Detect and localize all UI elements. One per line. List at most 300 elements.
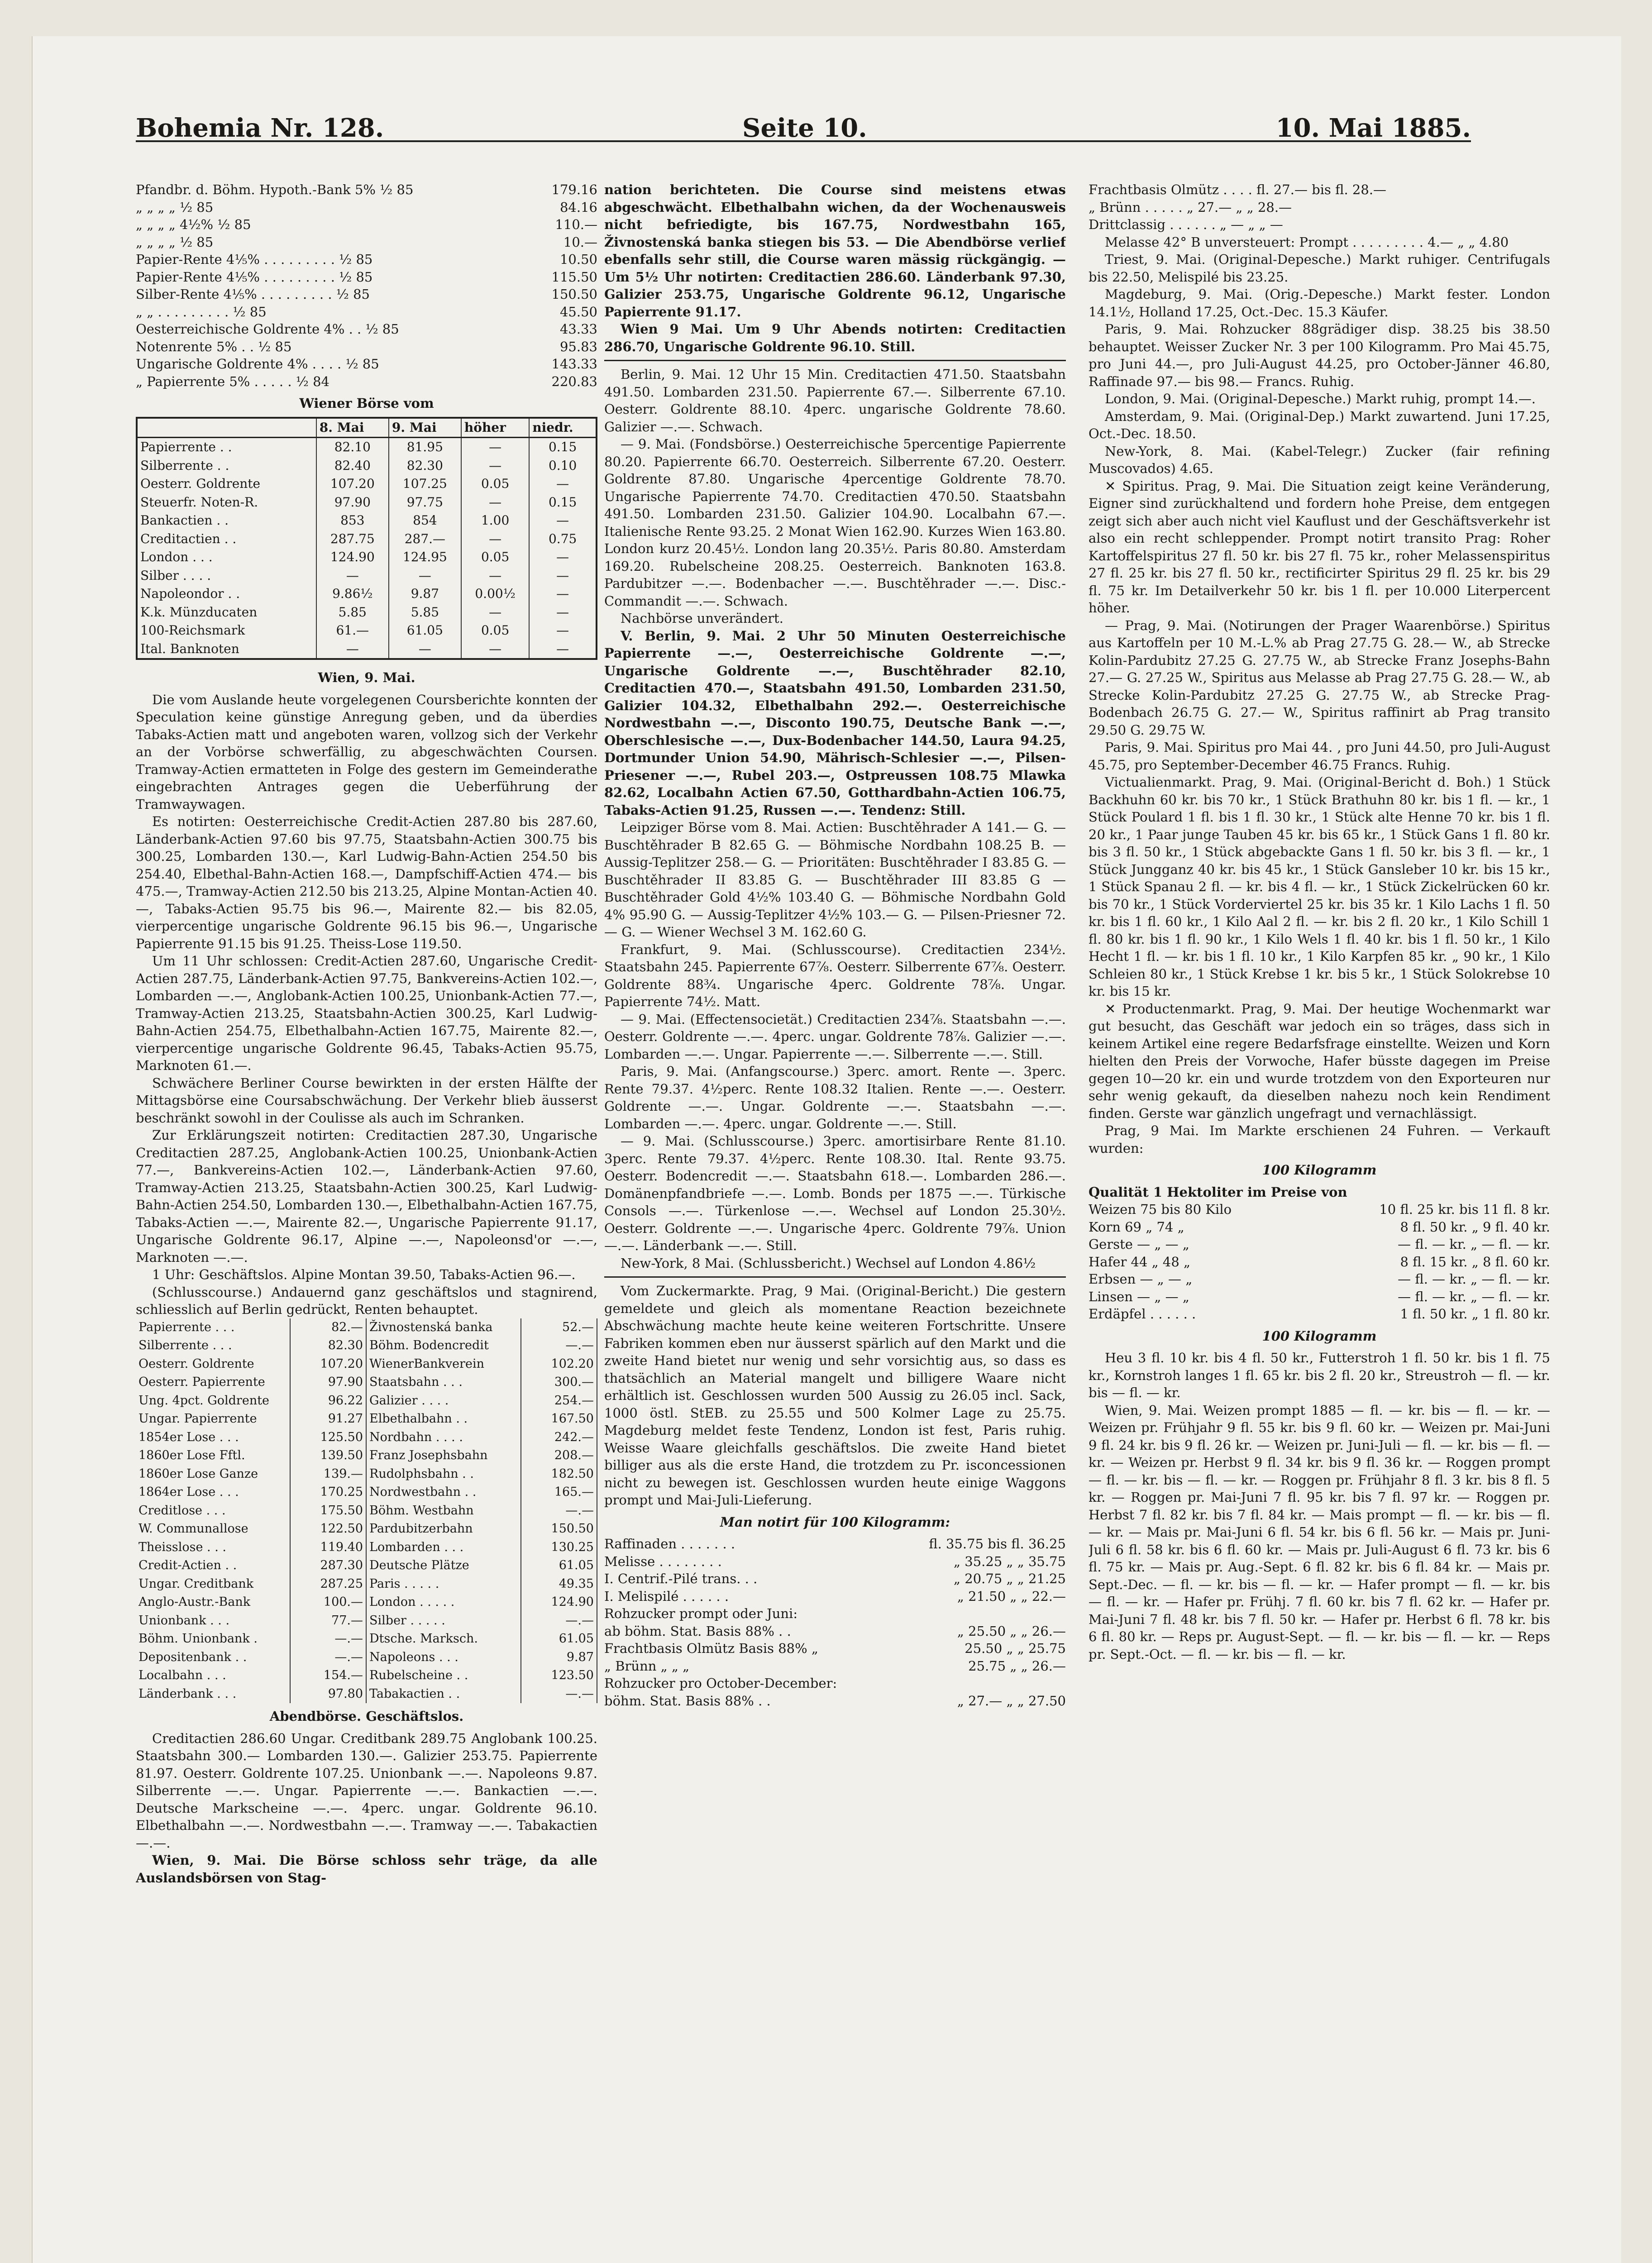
table-cell: 165.— (521, 1483, 597, 1502)
grain-title: 100 Kilogramm (1262, 1162, 1377, 1178)
table-cell: Rudolphsbahn . . (366, 1465, 521, 1484)
table-cell: 130.25 (521, 1538, 597, 1557)
table-cell: — (556, 476, 569, 491)
report-paragraph: ✕ Spiritus. Prag, 9. Mai. Die Situation zeigt keine Veränderung, Eigner sind zurückhaltend und fordern hohe Preise, dem entgegen zeigt sich aber auch nicht viel Kauflust und der Geschäftsverkehr ist also ein recht schleppender. Prompt notirt transito Prag: Roher Kartoffelspiritus 27 fl. 50 kr. bis 27 fl. 75 kr., roher Melassenspiritus 27 fl. 25 kr. bis 27 fl. 50 kr., rectificirter Spiritus 29 fl. 25 kr. bis 29 fl. 75 kr. Im Detailverkehr 50 kr. bis 1 fl. per 10.000 Literpercent höher. (1089, 478, 1550, 616)
table-cell: 61.05 (389, 621, 461, 640)
table-cell: — (461, 457, 529, 475)
table-cell: 96.22 (290, 1392, 366, 1410)
report-paragraph: Vom Zuckermarkte. Prag, 9 Mai. (Original-Bericht.) Die gestern gemeldete und gleich als momentane Reaction bezeichnete Abschwächung machte heute keine weiteren Fortschritte. Unsere Fabriken kommen eben nur äusserst spärlich auf den Markt und die zweite Hand bietet nur wenig und sehr vorsichtig aus, so dass es thatsächlich an Material mangelt und billigere Waare nicht erhältlich ist. Geschlossen wurden 500 Aussig zu 26.05 incl. Sack, 1000 östl. StEB. zu 25.55 und 500 Kolmer Lage zu 25.75. Magdeburg meldet feste Tendenz, London ist fest, Paris ruhig. Weisse Waare gleichfalls geschäftslos. Die zweite Hand bietet billiger aus als die erste Hand, die trotzdem zu Pr. isconcessionen nicht zu bewegen ist. Geschlossen wurden heute einige Waggons prompt und Mai-Juli-Lieferung. (604, 1283, 1066, 1508)
report-paragraph: Paris, 9. Mai. (Anfangscourse.) 3perc. amort. Rente —. 3perc. Rente 79.37. 4½perc. Rente 108.32 Italien. Rente —.—. Oesterr. Goldrente —.—. Ungar. Goldrente —.—. Staatsbahn —.—. Lombarden —.—. 4perc. ungar. Goldrente —.—. Still. (604, 1064, 1066, 1132)
line-value: fl. 35.75 bis fl. 36.25 (929, 1536, 1066, 1552)
line-label: Ungarische Goldrente 4% . . . . ½ 85 (136, 356, 379, 372)
line-label: Oesterreichische Goldrente 4% . . ½ 85 (136, 321, 399, 337)
line-label: Linsen — „ — „ (1089, 1289, 1189, 1304)
table-cell: 242.— (521, 1428, 597, 1447)
table-cell: Elbethalbahn . . (366, 1410, 521, 1428)
line-value: „ 27.— „ „ 27.50 (957, 1693, 1066, 1709)
table-cell: 287.75 (316, 530, 389, 549)
table-cell: — (461, 603, 529, 622)
table-cell: 0.00½ (461, 585, 529, 603)
price-line (604, 1553, 1066, 1571)
table-row (138, 640, 596, 659)
table-cell: London . . . (138, 548, 316, 567)
table-cell: Credit-Actien . . (136, 1556, 290, 1575)
table-cell: Ungar. Papierrente (136, 1410, 290, 1428)
table-cell: 124.95 (389, 548, 461, 567)
price-line (1089, 1253, 1550, 1271)
exchange-table (138, 419, 596, 659)
table-cell: Ungar. Creditbank (136, 1575, 290, 1594)
report-paragraph: Zur Erklärungszeit notirten: Creditactien 287.30, Ungarische Creditactien 287.25, Anglobank-Actien 100.25, Unionbank-Actien 77.—, Bankvereins-Actien 102.—, Länderbank-Actien 97.60, Tramway-Actien 213.25, Staatsbahn-Actien 300.25, Karl Ludwig-Bahn-Actien 254.50, Lombarden 130.—, Elbethalbahn-Actien 167.75, Tabaks-Actien —.—, Mairente 82.—, Ungarische Papierrente 91.17, Ungarische Goldrente 96.17, Alpine —.—, Napoleonsd'or —.—, Marknoten —.—. (136, 1127, 597, 1265)
table-cell: — (461, 530, 529, 549)
line-value: 8 fl. 50 kr. „ 9 fl. 40 kr. (1400, 1219, 1550, 1235)
report-paragraph: Paris, 9. Mai. Spiritus pro Mai 44. , pro Juni 44.50, pro Juli-August 45.75, pro September-December 46.75 Francs. Ruhig. (1089, 740, 1550, 773)
table-cell: Nordwestbahn . . (366, 1483, 521, 1502)
table-row (136, 1373, 597, 1392)
table-cell: — (461, 640, 529, 659)
price-line (136, 181, 597, 199)
price-line (604, 1605, 1066, 1623)
table-cell: Silber . . . . . (366, 1612, 521, 1630)
table-row (138, 530, 596, 549)
table-cell: — (389, 640, 461, 659)
table-cell: 82.30 (389, 457, 461, 475)
price-line (604, 1588, 1066, 1605)
report-paragraph: — 9. Mai. (Schlusscourse.) 3perc. amortisirbare Rente 81.10. 3perc. Rente 79.37. 4½perc. Rente 108.30. Ital. Rente 93.75. Oesterr. Bodencredit —.—. Staatsbahn 618.—. Lombarden 286.—. Domänenpfandbriefe —.—. Lomb. Bonds per 1875 —.—. Türkische Consols —.—. Türkenlose —.—. Wechsel auf London 25.30½. Oesterr. Goldrente —.—. Ungarische 4perc. Goldrente 79⅞. Union —.—. Länderbank —.—. Still. (604, 1133, 1066, 1253)
report-paragraph: Schwächere Berliner Course bewirkten in der ersten Hälfte der Mittagsbörse eine Coursabschwächung. Der Verkehr blieb äusserst beschränkt sowohl in der Coulisse als auch im Schranken. (136, 1075, 597, 1126)
table-cell: Napoleons . . . (366, 1648, 521, 1667)
table-cell: Franz Josephsbahn (366, 1447, 521, 1465)
line-value: 1 fl. 50 kr. „ 1 fl. 80 kr. (1400, 1306, 1550, 1322)
table-row (136, 1337, 597, 1355)
table-row (136, 1410, 597, 1428)
line-value: 95.83 (559, 339, 597, 354)
table-row (136, 1355, 597, 1374)
line-label: „ Brünn . . . . . „ 27.— „ „ 28.— (1089, 199, 1292, 215)
table-cell: — (556, 623, 569, 638)
table-header-cell (138, 419, 316, 438)
table-row (138, 585, 596, 603)
table-cell: — (556, 641, 569, 656)
sugar-price-list (604, 1535, 1066, 1709)
line-value: „ 21.50 „ „ 22.— (957, 1588, 1066, 1604)
table-cell: 77.— (290, 1612, 366, 1630)
table-cell: W. Communallose (136, 1520, 290, 1538)
table-cell: 1860er Lose Fftl. (136, 1447, 290, 1465)
header-center: Seite 10. (742, 113, 867, 143)
table-cell: Böhm. Bodencredit (366, 1337, 521, 1355)
table-cell: Ital. Banknoten (138, 640, 316, 659)
price-line (604, 1623, 1066, 1640)
line-label: Notenrente 5% . . ½ 85 (136, 339, 292, 354)
report-paragraph: Leipziger Börse vom 8. Mai. Actien: Buschtěhrader A 141.— G. — Buschtěhrader B 82.65 G. — Böhmische Nordbahn 108.25 B. — Aussig-Teplitzer 258.— G. — Prioritäten: Buschtěhrader I 83.85 G. — Buschtěhrader II 83.85 G. — Buschtěhrader III 83.85 G — Buschtěhrader Gold 4½% 103.40 G. — Böhmische Nordbahn Gold 4% 95.90 G. — Aussig-Teplitzer 4½% 103.— G. — Pilsen-Priesner 72.— G. — Wiener Wechsel 3 M. 162.60 G. (604, 820, 1066, 940)
table-cell: 0.75 (548, 531, 577, 546)
line-label: ab böhm. Stat. Basis 88% . . (604, 1623, 791, 1639)
table-cell: 853 (316, 511, 389, 530)
table-title: Wiener Börse vom (299, 396, 434, 411)
price-line (604, 1640, 1066, 1657)
report-paragraph: Magdeburg, 9. Mai. (Orig.-Depesche.) Markt fester. London 14.1½, Holland 17.25, Oct.-Dec. 15.3 Käufer. (1089, 286, 1550, 320)
table-cell: Nordbahn . . . . (366, 1428, 521, 1447)
table-row (136, 1520, 597, 1538)
table-cell: 208.— (521, 1447, 597, 1465)
table-cell: 287.30 (290, 1556, 366, 1575)
table-cell: 170.25 (290, 1483, 366, 1502)
table-cell: — (556, 568, 569, 583)
table-cell: Lombarden . . . (366, 1538, 521, 1557)
table-cell: 82.40 (316, 457, 389, 475)
price-line (136, 355, 597, 373)
report-paragraph: London, 9. Mai. (Original-Depesche.) Markt ruhig, prompt 14.—. (1105, 391, 1536, 406)
line-value: 45.50 (559, 304, 597, 320)
table-cell: 287.25 (290, 1575, 366, 1594)
table-row (136, 1392, 597, 1410)
line-label: Papier-Rente 4⅕% . . . . . . . . . ½ 85 (136, 269, 373, 285)
table-row (136, 1593, 597, 1612)
table-cell: 287.— (389, 530, 461, 549)
table-row (138, 621, 596, 640)
price-line (136, 303, 597, 321)
table-cell: 124.90 (316, 548, 389, 567)
header-right: 10. Mai 1885. (1275, 113, 1471, 143)
price-line (1089, 1270, 1550, 1288)
report-paragraph: Victualienmarkt. Prag, 9. Mai. (Original-Bericht d. Boh.) 1 Stück Backhuhn 60 kr. bis 70 kr., 1 Stück Brathuhn 80 kr. bis 1 fl. — kr., 1 Stück Poulard 1 fl. bis 1 fl. 30 kr., 1 Stück alte Henne 70 kr. bis 1 fl. 20 kr., 1 Paar junge Tauben 45 kr. bis 65 kr., 1 Stück Gans 1 fl. 80 kr. bis 3 fl. 50 kr., 1 Stück abgebackte Gans 1 fl. 50 kr. bis 3 fl. — kr., 1 Stück Jungganz 40 kr. bis 45 kr., 1 Stück Gansleber 10 kr. bis 15 kr., 1 Stück Spanau 2 fl. — kr. bis 4 fl. — kr., 1 Stück Zickelrücken 60 kr. bis 70 kr., 1 Stück Vorderviertel 25 kr. bis 35 kr. 1 Kilo Lachs 1 fl. 50 kr. bis 1 fl. 60 kr., 1 Kilo Aal 2 fl. — kr. bis 2 fl. 20 kr., 1 Kilo Schill 1 fl. 80 kr. bis 1 fl. 90 kr., 1 Kilo Wels 1 fl. 40 kr. bis 1 fl. 50 kr., 1 Kilo Hecht 1 fl. — kr. bis 1 fl. 10 kr., 1 Kilo Karpfen 85 kr. „ 90 kr., 1 Kilo Schleien 80 kr., 1 Stück Krebse 1 kr. bis 5 kr., 1 Stück Solokrebse 10 kr. bis 15 kr. (1089, 774, 1550, 999)
table-cell: 1854er Lose . . . (136, 1428, 290, 1447)
table-cell: 0.05 (461, 621, 529, 640)
table-cell: 82.— (290, 1318, 366, 1337)
header-left: Bohemia Nr. 128. (136, 113, 384, 143)
report-paragraph: — Prag, 9. Mai. (Notirungen der Prager Waarenbörse.) Spiritus aus Kartoffeln per 10 M.-L.% ab Prag 27.75 G. 28.— W., ab Strecke Kolin-Pardubitz 27.25 G. 27.75 W., ab Strecke Franz Josephs-Bahn 27.— G. 27.25 W., Spiritus aus Melasse ab Prag 27.75 G. 28.— W., ab Strecke Kolin-Pardubitz 27.25 G. 27.75 W., ab Strecke Prag-Bodenbach 26.75 G. 27.— W., Spiritus raffinirt ab Prag transito 29.50 G. 29.75 W. (1089, 617, 1550, 738)
table-cell: 107.20 (290, 1355, 366, 1374)
price-line (136, 338, 597, 356)
table-cell: Oesterr. Papierrente (136, 1373, 290, 1392)
report-paragraph: — 9. Mai. (Fondsbörse.) Oesterreichische 5percentige Papierrente 80.20. Papierrente 66.70. Oesterreich. Silberrente 67.20. Oesterr. Goldrente 87.80. Ungarische 4percentige Goldrente 78.70. Ungarische Papierrente 74.70. Creditactien 470.50. Staatsbahn 491.50. Lombarden 231.50. Galizier 104.90. Localbahn 67.—. Italienische Rente 93.25. 2 Monat Wien 162.90. Kurzes Wien 163.80. London kurz 20.45½. London lang 20.35½. Paris 80.80. Amsterdam 169.20. Rubelscheine 208.25. Oesterreich. Banknoten 163.8. Pardubitzer —.—. Bodenbacher —.—. Buschtěhrader —.—. Disc.-Commandit —.—. Schwach. (604, 436, 1066, 609)
table-cell: 175.50 (290, 1502, 366, 1520)
line-label: Erdäpfel . . . . . . (1089, 1306, 1196, 1322)
table-cell: 0.15 (548, 494, 577, 510)
table-cell: —.— (290, 1648, 366, 1667)
table-cell: 97.90 (316, 493, 389, 512)
line-label: Pfandbr. d. Böhm. Hypoth.-Bank 5% ½ 85 (136, 182, 414, 197)
table-cell: London . . . . . (366, 1593, 521, 1612)
grain-price-list (1089, 1201, 1550, 1323)
price-line (1089, 199, 1550, 216)
report-paragraph: Amsterdam, 9. Mai. (Original-Dep.) Markt zuwartend. Juni 17.25, Oct.-Dec. 18.50. (1089, 408, 1550, 441)
table-cell: 154.— (290, 1666, 366, 1685)
table-header-cell: höher (461, 419, 529, 438)
line-label: „ „ „ „ ½ 85 (136, 199, 214, 215)
table-cell: 123.50 (521, 1666, 597, 1685)
table-cell: — (556, 513, 569, 528)
table-cell: Bankactien . . (138, 511, 316, 530)
line-label: Rohzucker pro October-December: (604, 1676, 837, 1691)
table-cell: Steuerfr. Noten-R. (138, 493, 316, 512)
table-cell: —.— (521, 1502, 597, 1520)
table-cell: 182.50 (521, 1465, 597, 1484)
report-paragraph: Wien 9 Mai. Um 9 Uhr Abends notirten: Creditactien 286.70, Ungarische Goldrente 96.10. Still. (604, 321, 1066, 354)
price-line (604, 1535, 1066, 1553)
table-cell: Živnostenská banka (366, 1318, 521, 1337)
line-value: 8 fl. 15 kr. „ 8 fl. 60 kr. (1400, 1254, 1550, 1270)
table-row (136, 1538, 597, 1557)
abend-heading: Abendbörse. Geschäftslos. (269, 1709, 464, 1724)
table-cell: —.— (290, 1630, 366, 1648)
price-line (1089, 216, 1550, 234)
report-paragraph: nation berichteten. Die Course sind meistens etwas abgeschwächt. Elbethalbahn wichen, da der Wochenausweis nicht befriedigte, bis 167.75, Nordwestbahn 165, Živnostenská banka stiegen bis 53. — Die Abendbörse verlief ebenfalls sehr still, die Course waren mässig rückgängig. — Um 5½ Uhr notirten: Creditactien 286.60. Länderbank 97.30, Galizier 253.75, Ungarische Goldrente 96.12, Ungarische Papierrente 91.17. (604, 182, 1066, 320)
price-line (1089, 1288, 1550, 1306)
line-label: „ Papierrente 5% . . . . . ½ 84 (136, 373, 329, 389)
wien-heading: Wien, 9. Mai. (318, 670, 415, 685)
line-label: „ „ „ „ 4½% ½ 85 (136, 217, 251, 232)
table-row (136, 1428, 597, 1447)
table-cell: 97.80 (290, 1685, 366, 1704)
table-cell: 5.85 (389, 603, 461, 622)
table-cell: 119.40 (290, 1538, 366, 1557)
report-paragraph: New-York, 8 Mai. (Schlussbericht.) Wechsel auf London 4.86½ (621, 1255, 1036, 1271)
freight-list (1089, 181, 1550, 234)
line-label: Raffinaden . . . . . . . (604, 1536, 735, 1552)
table-row (138, 493, 596, 512)
line-label: böhm. Stat. Basis 88% . . (604, 1693, 771, 1709)
table-cell: —.— (521, 1337, 597, 1355)
price-line (604, 1675, 1066, 1692)
table-cell: 82.30 (290, 1337, 366, 1355)
table-cell: Länderbank . . . (136, 1685, 290, 1704)
table-cell: K.k. Münzducaten (138, 603, 316, 622)
line-label: Frachtbasis Olmütz Basis 88% „ (604, 1641, 818, 1656)
line-value: 10.— (563, 234, 597, 250)
table-row (138, 511, 596, 530)
report-paragraph: V. Berlin, 9. Mai. 2 Uhr 50 Minuten Oesterreichische Papierrente —.—, Oesterreichische Goldrente —.—, Ungarische Goldrente —.—, Buschtěhrader 82.10, Creditactien 470.—, Staatsbahn 491.50, Lombarden 231.50, Galizier 104.32, Elbethalbahn 292.—. Oesterreichische Nordwestbahn —.—, Disconto 190.75, Deutsche Bank —.—, Oberschlesische —.—, Dux-Bodenbacher 144.50, Laura 94.25, Dortmunder Union 54.90, Mährisch-Schlesier —.—, Pilsen-Priesener —.—, Rubel 203.—, Ostpreussen 108.75 Mlawka 82.62, Localbahn Actien 67.50, Gotthardbahn-Actien 106.75, Tabaks-Actien 91.25, Russen —.—. Tendenz: Still. (604, 628, 1066, 818)
table-cell: 100-Reichsmark (138, 621, 316, 640)
table-cell: — (556, 586, 569, 601)
table-row (136, 1630, 597, 1648)
table-cell: 107.20 (316, 475, 389, 493)
table-cell: 0.05 (461, 475, 529, 493)
sugar-heading: Man notirt für 100 Kilogramm: (720, 1514, 950, 1530)
table-cell: Paris . . . . . (366, 1575, 521, 1594)
table-cell: Silber . . . . (138, 567, 316, 585)
line-value: 43.33 (559, 321, 597, 337)
report-paragraph: Es notirten: Oesterreichische Credit-Actien 287.80 bis 287.60, Länderbank-Actien 97.60 bis 97.75, Staatsbahn-Actien 300.75 bis 300.25, Lombarden 130.—, Karl Ludwig-Bahn-Actien 254.50 bis 254.40, Elbethal-Bahn-Actien 168.—, Dampfschiff-Actien 474.— bis 475.—, Tramway-Actien 212.50 bis 213.25, Alpine Montan-Actien 40.—, Tabaks-Actien 95.75 bis 96.—, Mairente 82.— bis 82.05, vierpercentige ungarische Goldrente 96.15 bis 96.—, Ungarische Papierrente 91.15 bis 91.25. Theiss-Lose 119.50. (136, 814, 597, 951)
grain-title-2: 100 Kilogramm (1262, 1328, 1377, 1344)
line-label: I. Centrif.-Pilé trans. . . (604, 1571, 758, 1586)
table-cell: 124.90 (521, 1593, 597, 1612)
line-label: „ Brünn „ „ „ (604, 1658, 690, 1674)
table-cell: Papierrente . . . (136, 1318, 290, 1337)
column-2 (604, 181, 1066, 1709)
column-1 (136, 181, 597, 1886)
table-row (138, 438, 596, 457)
table-cell: Theisslose . . . (136, 1538, 290, 1557)
line-value: „ 35.25 „ „ 35.75 (954, 1553, 1066, 1569)
table-row (138, 603, 596, 622)
line-value: — fl. — kr. „ — fl. — kr. (1398, 1237, 1550, 1252)
table-header-row (138, 419, 596, 438)
table-cell: Papierrente . . (138, 438, 316, 457)
table-cell: 107.25 (389, 475, 461, 493)
table-row (136, 1502, 597, 1520)
table-row (136, 1666, 597, 1685)
line-value: 179.16 (551, 182, 597, 197)
table-cell: Galizier . . . . (366, 1392, 521, 1410)
table-cell: 167.50 (521, 1410, 597, 1428)
bond-list (136, 181, 597, 390)
table-cell: Creditlose . . . (136, 1502, 290, 1520)
table-cell: 1860er Lose Ganze (136, 1465, 290, 1484)
table-cell: 0.05 (461, 548, 529, 567)
table-cell: 0.10 (548, 458, 577, 473)
table-cell: 854 (389, 511, 461, 530)
table-cell: 91.27 (290, 1410, 366, 1428)
table-cell: — (389, 567, 461, 585)
table-cell: Staatsbahn . . . (366, 1373, 521, 1392)
line-label: Hafer 44 „ 48 „ (1089, 1254, 1191, 1270)
table-cell: 0.15 (548, 439, 577, 454)
table-cell: 139.50 (290, 1447, 366, 1465)
table-cell: 9.87 (521, 1648, 597, 1667)
table-cell: 1864er Lose . . . (136, 1483, 290, 1502)
page-header (136, 91, 1471, 142)
table-cell: 5.85 (316, 603, 389, 622)
line-value: 110.— (555, 217, 597, 232)
table-cell: Pardubitzerbahn (366, 1520, 521, 1538)
table-cell: Tabakactien . . (366, 1685, 521, 1704)
exchange-table-box (136, 417, 597, 660)
line-label: Silber-Rente 4⅕% . . . . . . . . . ½ 85 (136, 286, 370, 302)
price-line (1089, 1218, 1550, 1236)
price-line (604, 1570, 1066, 1588)
table-row (138, 548, 596, 567)
table-cell: Anglo-Austr.-Bank (136, 1593, 290, 1612)
price-line (136, 286, 597, 303)
table-cell: Silberrente . . . (136, 1337, 290, 1355)
table-cell: 9.87 (389, 585, 461, 603)
table-cell: —.— (521, 1685, 597, 1704)
table-cell: 1.00 (461, 511, 529, 530)
report-paragraph: (Schlusscourse.) Andauernd ganz geschäftslos und stagnirend, schliesslich auf Berlin gedrückt, Renten behauptet. (136, 1284, 597, 1317)
line-value: 10 fl. 25 kr. bis 11 fl. 8 kr. (1379, 1202, 1550, 1217)
table-row (136, 1483, 597, 1502)
price-line (136, 251, 597, 268)
price-line (136, 268, 597, 286)
table-header-cell: niedr. (529, 419, 596, 438)
report-paragraph: Heu 3 fl. 10 kr. bis 4 fl. 50 kr., Futterstroh 1 fl. 50 kr. bis 1 fl. 75 kr., Kornstroh langes 1 fl. 65 kr. bis 2 fl. 20 kr., Streustroh — fl. — kr. bis — fl. — kr. (1089, 1350, 1550, 1400)
table-cell: Localbahn . . . (136, 1666, 290, 1685)
line-value: — fl. — kr. „ — fl. — kr. (1398, 1271, 1550, 1287)
line-value: 10.50 (559, 252, 597, 267)
line-label: Korn 69 „ 74 „ (1089, 1219, 1184, 1235)
table-cell: Creditactien . . (138, 530, 316, 549)
table-cell: Napoleondor . . (138, 585, 316, 603)
report-paragraph: Die vom Auslande heute vorgelegenen Coursberichte konnten der Speculation keine günstige Anregung geben, und da überdies Tabaks-Actien matt und angeboten waren, vollzog sich der Verkehr an der Vorbörse schwerfällig, zu abgeschwächten Coursen. Tramway-Actien ermatteten in Folge des gestern im Gemeinderathe eingebrachten Antrages gegen die Ueberführung der Tramwaywagen. (136, 692, 597, 812)
table-row (136, 1447, 597, 1465)
line-label: Melisse . . . . . . . . (604, 1553, 722, 1569)
table-cell: 82.10 (316, 438, 389, 457)
report-paragraph: Um 11 Uhr schlossen: Credit-Actien 287.60, Ungarische Credit-Actien 287.75, Länderbank-Actien 97.75, Bankvereins-Actien 102.—, Lombarden —.—, Anglobank-Actien 100.25, Unionbank-Actien 77.—, Tramway-Actien 213.25, Staatsbahn-Actien 300.25, Karl Ludwig-Bahn-Actien 254.75, Elbethalbahn-Actien 167.75, Mairente 82.—, vierpercentige ungarische Goldrente 96.45, Tabaks-Actien 95.75, Marknoten 61.—. (136, 953, 597, 1073)
line-label: I. Melispilé . . . . . . (604, 1588, 729, 1604)
line-label: Gerste — „ — „ (1089, 1237, 1189, 1252)
price-line (136, 216, 597, 234)
table-cell: 61.05 (521, 1556, 597, 1575)
table-cell: Böhm. Westbahn (366, 1502, 521, 1520)
table-cell: Deutsche Plätze (366, 1556, 521, 1575)
table-cell: 122.50 (290, 1520, 366, 1538)
table-row (136, 1612, 597, 1630)
line-value: 115.50 (551, 269, 597, 285)
table-row (136, 1648, 597, 1667)
report-paragraph: Triest, 9. Mai. (Original-Depesche.) Markt ruhiger. Centrifugals bis 22.50, Melispilé bis 23.25. (1089, 252, 1550, 285)
table-cell: 300.— (521, 1373, 597, 1392)
table-cell: —.— (521, 1612, 597, 1630)
line-value: „ 25.50 „ „ 26.— (957, 1623, 1066, 1639)
report-paragraph: Creditactien 286.60 Ungar. Creditbank 289.75 Anglobank 100.25. Staatsbahn 300.— Lombarden 130.—. Galizier 253.75. Papierrente 81.97. Oesterr. Goldrente 107.25. Unionbank —.—. Napoleons 9.87. Silberrente —.—. Ungar. Papierrente —.—. Bankactien —.—. Deutsche Markscheine —.—. 4perc. ungar. Goldrente 96.10. Elbethalbahn —.—. Nordwestbahn —.—. Tramway —.—. Tabakactien —.—. (136, 1730, 597, 1851)
report-paragraph: — 9. Mai. (Effectensocietät.) Creditactien 234⅞. Staatsbahn —.—. Oesterr. Goldrente —.—. 4perc. ungar. Goldrente 78⅞. Galizier —.—. Lombarden —.—. Ungar. Papierrente —.—. Silberrente —.—. Still. (604, 1011, 1066, 1062)
table-body (138, 438, 596, 659)
divider (604, 1276, 1066, 1278)
price-line (1089, 1201, 1550, 1218)
table-cell: Silberrente . . (138, 457, 316, 475)
table-cell: Böhm. Unionbank . (136, 1630, 290, 1648)
table-row (136, 1318, 597, 1337)
table-cell: — (461, 567, 529, 585)
line-label: „ „ . . . . . . . . . ½ 85 (136, 304, 267, 320)
report-paragraph: Melasse 42° B unversteuert: Prompt . . . . . . . . . 4.— „ „ 4.80 (1105, 234, 1509, 250)
table-cell: Rubelscheine . . (366, 1666, 521, 1685)
report-paragraph: Prag, 9 Mai. Im Markte erschienen 24 Fuhren. — Verkauft wurden: (1089, 1123, 1550, 1156)
report-paragraph: Nachbörse unverändert. (621, 611, 783, 626)
table-cell: 81.95 (389, 438, 461, 457)
table-cell: Depositenbank . . (136, 1648, 290, 1667)
line-value: — fl. — kr. „ — fl. — kr. (1398, 1289, 1550, 1304)
price-line (136, 234, 597, 251)
line-value: „ 20.75 „ „ 21.25 (954, 1571, 1066, 1586)
table-cell: — (316, 640, 389, 659)
table-row (136, 1575, 597, 1594)
table-cell: 100.— (290, 1593, 366, 1612)
table-cell: 49.35 (521, 1575, 597, 1594)
line-label: Rohzucker prompt oder Juni: (604, 1606, 798, 1621)
closing-course-table (136, 1318, 597, 1704)
price-line (604, 1692, 1066, 1710)
table-cell: — (461, 493, 529, 512)
table-row (136, 1465, 597, 1484)
table-cell: — (556, 604, 569, 620)
table-cell: Oesterr. Goldrente (136, 1355, 290, 1374)
table-header-cell: 8. Mai (316, 419, 389, 438)
divider (604, 360, 1066, 361)
table-cell: 97.75 (389, 493, 461, 512)
table-cell: WienerBankverein (366, 1355, 521, 1374)
report-paragraph: ✕ Productenmarkt. Prag, 9. Mai. Der heutige Wochenmarkt war gut besucht, das Geschäft war jedoch ein so träges, dass sich in keinem Artikel eine regere Bedarfsfrage einstellte. Weizen und Korn hielten den Preis der Vorwoche, Hafer büsste dagegen im Preise gegen 10—20 kr. ein und wurde trotzdem von den Exporteuren nur sehr wenig gekauft, da dieselben nahezu noch kein Rendiment finden. Gerste war gänzlich ungefragt und vernachlässigt. (1089, 1001, 1550, 1121)
table-cell: Unionbank . . . (136, 1612, 290, 1630)
table-cell: 61.05 (521, 1630, 597, 1648)
line-value: 220.83 (551, 373, 597, 389)
table-cell: — (461, 438, 529, 457)
price-line (136, 373, 597, 391)
table-cell: 150.50 (521, 1520, 597, 1538)
table-cell: 254.— (521, 1392, 597, 1410)
line-label: Frachtbasis Olmütz . . . . fl. 27.— bis fl. 28.— (1089, 182, 1387, 197)
price-line (604, 1657, 1066, 1675)
price-line (136, 320, 597, 338)
column-3 (1089, 181, 1550, 1663)
table-cell: Ung. 4pct. Goldrente (136, 1392, 290, 1410)
table-cell: 102.20 (521, 1355, 597, 1374)
table-cell: Oesterr. Goldrente (138, 475, 316, 493)
table-row (138, 475, 596, 493)
price-line (1089, 1236, 1550, 1253)
